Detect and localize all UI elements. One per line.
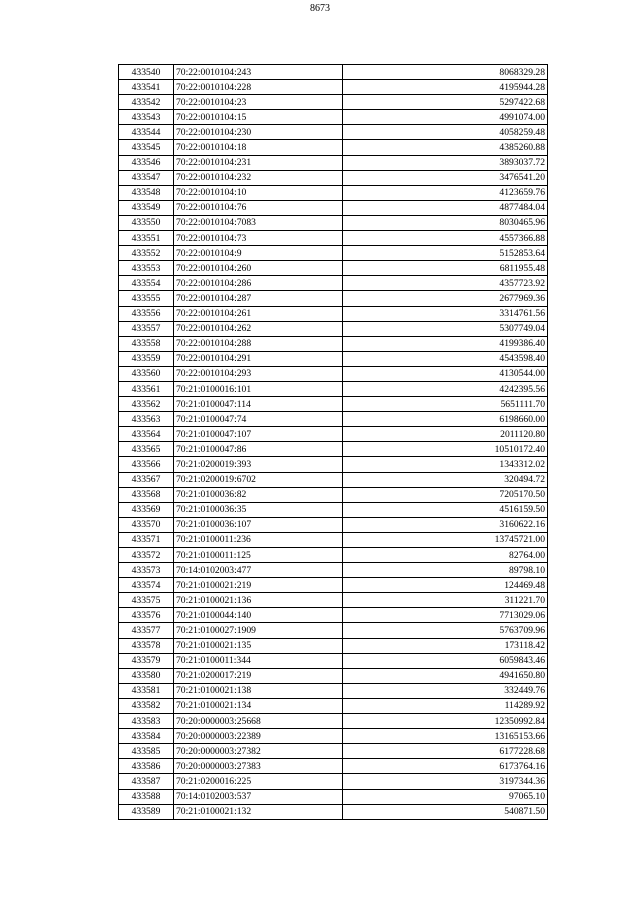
cadastral-number-cell: 70:22:0010104:291 [174, 351, 343, 366]
cadastral-number-cell: 70:21:0100011:344 [174, 653, 343, 668]
table-row [119, 774, 548, 789]
row-number-cell: 433573 [119, 563, 174, 578]
table-row [119, 487, 548, 502]
value-cell: 5651111.70 [343, 397, 548, 412]
table-row [119, 215, 548, 230]
cadastral-number-cell: 70:22:0010104:293 [174, 366, 343, 381]
table-row [119, 427, 548, 442]
row-number-cell: 433562 [119, 397, 174, 412]
cadastral-number-cell: 70:22:0010104:262 [174, 321, 343, 336]
cadastral-number-cell: 70:22:0010104:243 [174, 65, 343, 80]
table-row [119, 698, 548, 713]
cadastral-number-cell: 70:21:0100021:132 [174, 804, 343, 819]
cadastral-number-cell: 70:22:0010104:15 [174, 110, 343, 125]
value-cell: 89798.10 [343, 563, 548, 578]
table-row [119, 351, 548, 366]
table-row [119, 200, 548, 215]
value-cell: 4516159.50 [343, 502, 548, 517]
value-cell: 173118.42 [343, 638, 548, 653]
value-cell: 5297422.68 [343, 95, 548, 110]
table-row [119, 517, 548, 532]
cadastral-number-cell: 70:21:0100021:134 [174, 698, 343, 713]
cadastral-number-cell: 70:22:0010104:7083 [174, 215, 343, 230]
table-row [119, 80, 548, 95]
row-number-cell: 433540 [119, 65, 174, 80]
row-number-cell: 433584 [119, 729, 174, 744]
row-number-cell: 433560 [119, 366, 174, 381]
row-number-cell: 433570 [119, 517, 174, 532]
cadastral-number-cell: 70:21:0200019:393 [174, 457, 343, 472]
cadastral-number-cell: 70:21:0100021:138 [174, 683, 343, 698]
table-row [119, 321, 548, 336]
value-cell: 4123659.76 [343, 185, 548, 200]
table-row [119, 457, 548, 472]
table-row [119, 231, 548, 246]
row-number-cell: 433575 [119, 593, 174, 608]
table-row [119, 276, 548, 291]
cadastral-number-cell: 70:22:0010104:9 [174, 246, 343, 261]
cadastral-number-cell: 70:22:0010104:76 [174, 200, 343, 215]
cadastral-number-cell: 70:21:0100027:1909 [174, 623, 343, 638]
row-number-cell: 433565 [119, 442, 174, 457]
row-number-cell: 433563 [119, 412, 174, 427]
value-cell: 4385260.88 [343, 140, 548, 155]
value-cell: 5152853.64 [343, 246, 548, 261]
value-cell: 4357723.92 [343, 276, 548, 291]
value-cell: 6059843.46 [343, 653, 548, 668]
registry-table [118, 64, 548, 820]
table-row [119, 472, 548, 487]
value-cell: 7205170.50 [343, 487, 548, 502]
value-cell: 124469.48 [343, 578, 548, 593]
row-number-cell: 433589 [119, 804, 174, 819]
row-number-cell: 433559 [119, 351, 174, 366]
table-row [119, 140, 548, 155]
value-cell: 13165153.66 [343, 729, 548, 744]
row-number-cell: 433571 [119, 532, 174, 547]
value-cell: 13745721.00 [343, 532, 548, 547]
value-cell: 114289.92 [343, 698, 548, 713]
value-cell: 5307749.04 [343, 321, 548, 336]
table-row [119, 668, 548, 683]
value-cell: 10510172.40 [343, 442, 548, 457]
row-number-cell: 433558 [119, 336, 174, 351]
value-cell: 3197344.36 [343, 774, 548, 789]
row-number-cell: 433579 [119, 653, 174, 668]
value-cell: 4991074.00 [343, 110, 548, 125]
cadastral-number-cell: 70:21:0100021:135 [174, 638, 343, 653]
cadastral-number-cell: 70:21:0100021:219 [174, 578, 343, 593]
table-row [119, 125, 548, 140]
value-cell: 2677969.36 [343, 291, 548, 306]
table-row [119, 683, 548, 698]
value-cell: 2011120.80 [343, 427, 548, 442]
row-number-cell: 433551 [119, 231, 174, 246]
table-row [119, 608, 548, 623]
row-number-cell: 433576 [119, 608, 174, 623]
value-cell: 6173764.16 [343, 759, 548, 774]
value-cell: 8030465.96 [343, 215, 548, 230]
table-row [119, 744, 548, 759]
cadastral-number-cell: 70:21:0100036:35 [174, 502, 343, 517]
row-number-cell: 433574 [119, 578, 174, 593]
table-row [119, 306, 548, 321]
cadastral-number-cell: 70:22:0010104:287 [174, 291, 343, 306]
page-number: 8673 [310, 3, 330, 14]
value-cell: 4557366.88 [343, 231, 548, 246]
table-row [119, 246, 548, 261]
cadastral-number-cell: 70:14:0102003:477 [174, 563, 343, 578]
row-number-cell: 433561 [119, 381, 174, 396]
row-number-cell: 433550 [119, 215, 174, 230]
table-row [119, 653, 548, 668]
table-row [119, 261, 548, 276]
row-number-cell: 433557 [119, 321, 174, 336]
value-cell: 540871.50 [343, 804, 548, 819]
table-row [119, 548, 548, 563]
row-number-cell: 433555 [119, 291, 174, 306]
row-number-cell: 433581 [119, 683, 174, 698]
row-number-cell: 433547 [119, 170, 174, 185]
row-number-cell: 433556 [119, 306, 174, 321]
row-number-cell: 433541 [119, 80, 174, 95]
row-number-cell: 433568 [119, 487, 174, 502]
row-number-cell: 433566 [119, 457, 174, 472]
value-cell: 6198660.00 [343, 412, 548, 427]
row-number-cell: 433585 [119, 744, 174, 759]
value-cell: 4877484.04 [343, 200, 548, 215]
cadastral-number-cell: 70:22:0010104:231 [174, 155, 343, 170]
table-row [119, 759, 548, 774]
cadastral-number-cell: 70:21:0100047:114 [174, 397, 343, 412]
table-row [119, 397, 548, 412]
value-cell: 97065.10 [343, 789, 548, 804]
row-number-cell: 433564 [119, 427, 174, 442]
value-cell: 12350992.84 [343, 714, 548, 729]
value-cell: 320494.72 [343, 472, 548, 487]
registry-table-body [119, 65, 548, 820]
table-row [119, 155, 548, 170]
row-number-cell: 433587 [119, 774, 174, 789]
row-number-cell: 433553 [119, 261, 174, 276]
table-row [119, 714, 548, 729]
cadastral-number-cell: 70:22:0010104:288 [174, 336, 343, 351]
value-cell: 6177228.68 [343, 744, 548, 759]
table-row [119, 366, 548, 381]
cadastral-number-cell: 70:21:0200016:225 [174, 774, 343, 789]
cadastral-number-cell: 70:21:0100047:74 [174, 412, 343, 427]
cadastral-number-cell: 70:21:0100021:136 [174, 593, 343, 608]
table-row [119, 336, 548, 351]
table-row [119, 502, 548, 517]
row-number-cell: 433588 [119, 789, 174, 804]
table-row [119, 789, 548, 804]
cadastral-number-cell: 70:21:0200017:219 [174, 668, 343, 683]
cadastral-number-cell: 70:20:0000003:22389 [174, 729, 343, 744]
value-cell: 311221.70 [343, 593, 548, 608]
table-row [119, 185, 548, 200]
table-row [119, 291, 548, 306]
row-number-cell: 433586 [119, 759, 174, 774]
value-cell: 4242395.56 [343, 381, 548, 396]
value-cell: 3476541.20 [343, 170, 548, 185]
table-row [119, 95, 548, 110]
row-number-cell: 433542 [119, 95, 174, 110]
cadastral-number-cell: 70:22:0010104:286 [174, 276, 343, 291]
table-row [119, 381, 548, 396]
value-cell: 3160622.16 [343, 517, 548, 532]
row-number-cell: 433580 [119, 668, 174, 683]
cadastral-number-cell: 70:22:0010104:261 [174, 306, 343, 321]
table-row [119, 563, 548, 578]
table-row [119, 638, 548, 653]
value-cell: 5763709.96 [343, 623, 548, 638]
table-row [119, 442, 548, 457]
row-number-cell: 433567 [119, 472, 174, 487]
row-number-cell: 433577 [119, 623, 174, 638]
cadastral-number-cell: 70:14:0102003:537 [174, 789, 343, 804]
table-row [119, 804, 548, 819]
row-number-cell: 433572 [119, 548, 174, 563]
value-cell: 4941650.80 [343, 668, 548, 683]
row-number-cell: 433554 [119, 276, 174, 291]
cadastral-number-cell: 70:21:0100044:140 [174, 608, 343, 623]
value-cell: 4058259.48 [343, 125, 548, 140]
row-number-cell: 433569 [119, 502, 174, 517]
cadastral-number-cell: 70:22:0010104:23 [174, 95, 343, 110]
cadastral-number-cell: 70:20:0000003:27383 [174, 759, 343, 774]
row-number-cell: 433582 [119, 698, 174, 713]
value-cell: 1343312.02 [343, 457, 548, 472]
row-number-cell: 433578 [119, 638, 174, 653]
row-number-cell: 433545 [119, 140, 174, 155]
cadastral-number-cell: 70:22:0010104:228 [174, 80, 343, 95]
row-number-cell: 433549 [119, 200, 174, 215]
table-row [119, 578, 548, 593]
row-number-cell: 433544 [119, 125, 174, 140]
value-cell: 6811955.48 [343, 261, 548, 276]
value-cell: 332449.76 [343, 683, 548, 698]
value-cell: 8068329.28 [343, 65, 548, 80]
row-number-cell: 433548 [119, 185, 174, 200]
row-number-cell: 433552 [119, 246, 174, 261]
table-row [119, 110, 548, 125]
cadastral-number-cell: 70:21:0100036:82 [174, 487, 343, 502]
table-row [119, 65, 548, 80]
value-cell: 4130544.00 [343, 366, 548, 381]
value-cell: 3314761.56 [343, 306, 548, 321]
table-row [119, 170, 548, 185]
value-cell: 7713029.06 [343, 608, 548, 623]
table-row [119, 532, 548, 547]
table-row [119, 729, 548, 744]
cadastral-number-cell: 70:21:0100047:86 [174, 442, 343, 457]
cadastral-number-cell: 70:21:0100047:107 [174, 427, 343, 442]
cadastral-number-cell: 70:22:0010104:10 [174, 185, 343, 200]
value-cell: 4199386.40 [343, 336, 548, 351]
cadastral-number-cell: 70:22:0010104:232 [174, 170, 343, 185]
value-cell: 4543598.40 [343, 351, 548, 366]
value-cell: 4195944.28 [343, 80, 548, 95]
table-row [119, 623, 548, 638]
row-number-cell: 433583 [119, 714, 174, 729]
row-number-cell: 433543 [119, 110, 174, 125]
cadastral-number-cell: 70:20:0000003:27382 [174, 744, 343, 759]
table-row [119, 412, 548, 427]
cadastral-number-cell: 70:22:0010104:230 [174, 125, 343, 140]
cadastral-number-cell: 70:22:0010104:73 [174, 231, 343, 246]
cadastral-number-cell: 70:21:0200019:6702 [174, 472, 343, 487]
cadastral-number-cell: 70:21:0100036:107 [174, 517, 343, 532]
cadastral-number-cell: 70:21:0100011:125 [174, 548, 343, 563]
row-number-cell: 433546 [119, 155, 174, 170]
cadastral-number-cell: 70:21:0100016:101 [174, 381, 343, 396]
cadastral-number-cell: 70:22:0010104:18 [174, 140, 343, 155]
table-row [119, 593, 548, 608]
value-cell: 3893037.72 [343, 155, 548, 170]
cadastral-number-cell: 70:22:0010104:260 [174, 261, 343, 276]
value-cell: 82764.00 [343, 548, 548, 563]
cadastral-number-cell: 70:20:0000003:25668 [174, 714, 343, 729]
cadastral-number-cell: 70:21:0100011:236 [174, 532, 343, 547]
